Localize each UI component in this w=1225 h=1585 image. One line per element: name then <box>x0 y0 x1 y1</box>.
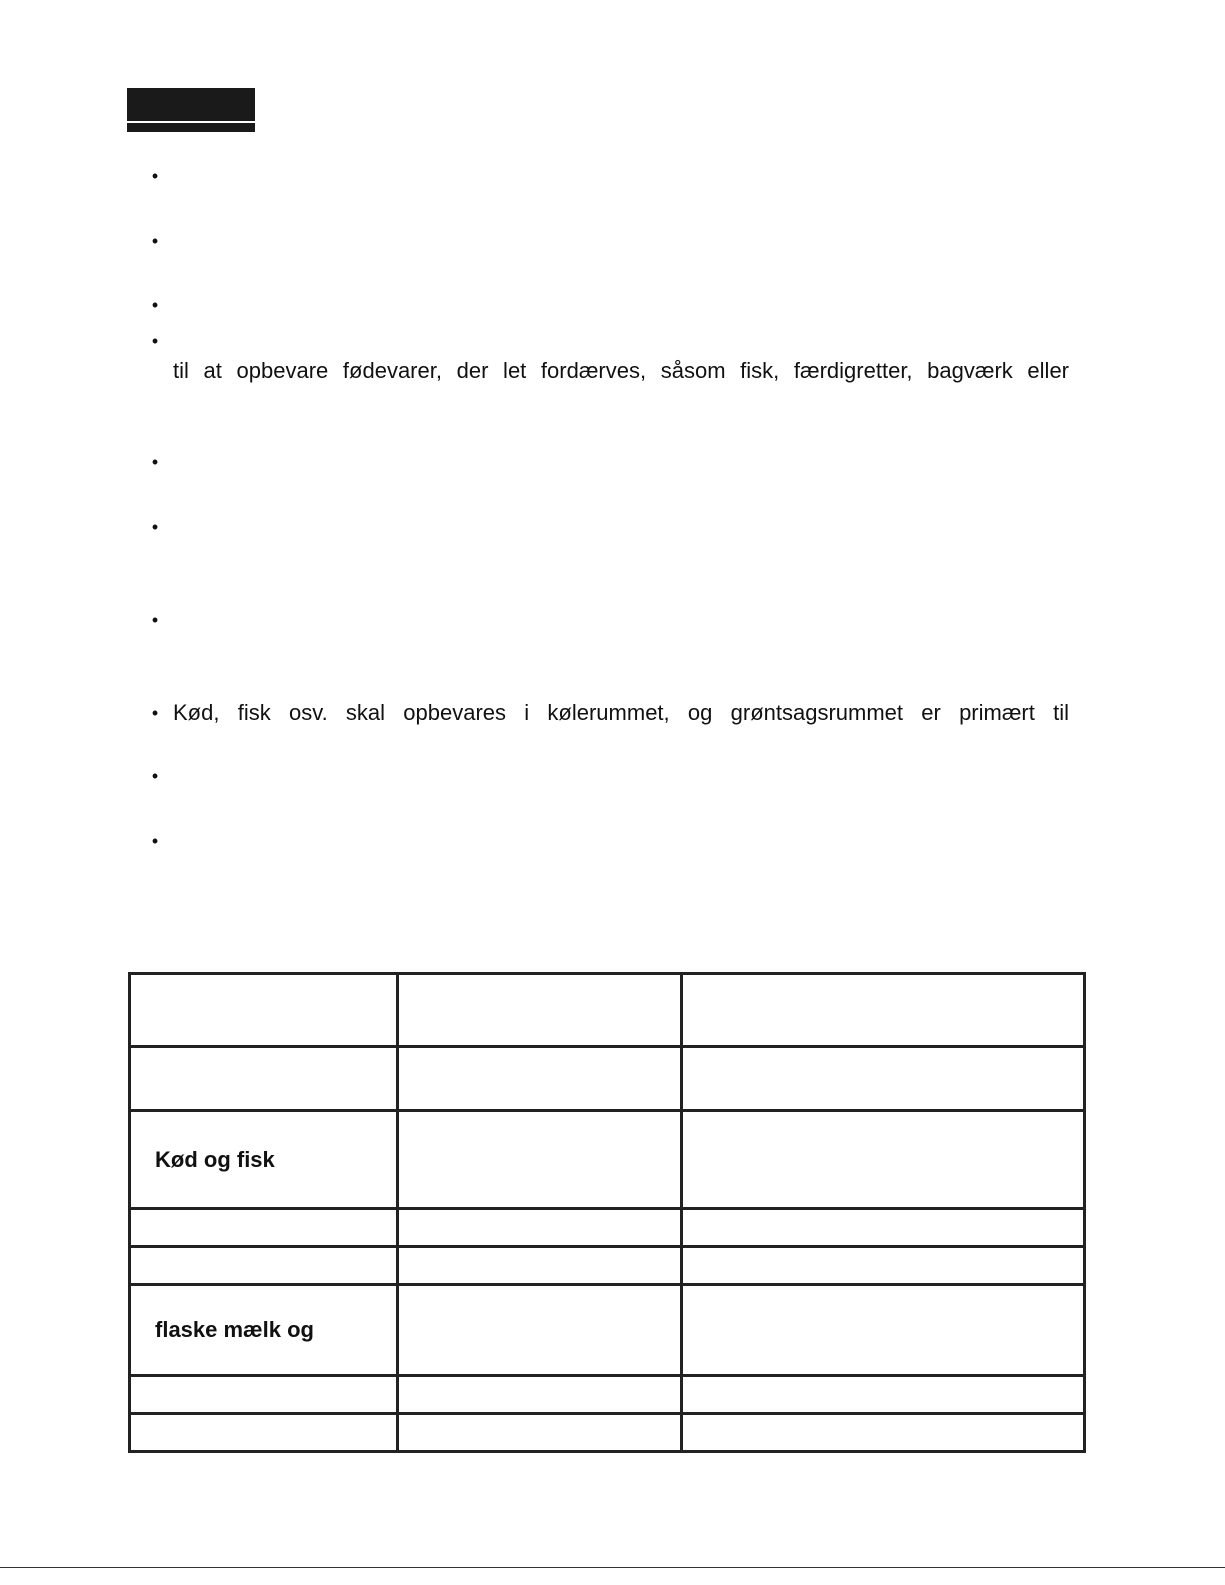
table-row <box>130 1376 1085 1414</box>
table-cell <box>682 974 1085 1047</box>
table-cell <box>682 1376 1085 1414</box>
bullet-text: Kød, fisk osv. skal opbevares i kølerummet, og grøntsagsrummet er primært til <box>173 700 1069 725</box>
bullet-text-continuation: til at opbevare fødevarer, der let fordærves, såsom fisk, færdigretter, bagværk eller <box>173 358 1069 383</box>
bullet-marker: • <box>151 831 159 851</box>
table-row <box>130 1414 1085 1452</box>
table-row <box>130 1209 1085 1247</box>
table-cell <box>130 1209 398 1247</box>
bullet-marker: • <box>151 231 159 251</box>
table-cell <box>398 1111 682 1209</box>
page-bottom-rule <box>0 1567 1225 1568</box>
table-cell <box>398 1047 682 1111</box>
bullet-marker: • <box>151 452 159 472</box>
table-cell: Kød og fisk <box>130 1111 398 1209</box>
bullet-marker: • <box>151 517 159 537</box>
table-cell <box>130 974 398 1047</box>
table-row <box>130 1285 1085 1376</box>
heading-underline <box>127 121 255 123</box>
table-row <box>130 1247 1085 1285</box>
bullet-marker: • <box>151 610 159 630</box>
table-cell <box>682 1285 1085 1376</box>
table-cell <box>398 1285 682 1376</box>
table-cell: flaske mælk og <box>130 1285 398 1376</box>
storage-table <box>128 972 1086 1453</box>
table-cell <box>682 1209 1085 1247</box>
bullet-marker: • <box>151 331 159 351</box>
table-cell <box>682 1247 1085 1285</box>
table-cell <box>130 1376 398 1414</box>
bullet-marker: • <box>151 703 159 723</box>
table-cell <box>398 1414 682 1452</box>
table-cell <box>130 1247 398 1285</box>
table-row <box>130 1111 1085 1209</box>
table-row <box>130 974 1085 1047</box>
table-cell <box>682 1111 1085 1209</box>
table-cell <box>682 1414 1085 1452</box>
table-cell <box>398 974 682 1047</box>
section-heading-block <box>127 88 255 132</box>
bullet-marker: • <box>151 766 159 786</box>
bullet-marker: • <box>151 166 159 186</box>
bullet-marker: • <box>151 295 159 315</box>
table-cell <box>130 1414 398 1452</box>
table-row <box>130 1047 1085 1111</box>
table-cell <box>398 1209 682 1247</box>
table-cell <box>398 1376 682 1414</box>
table-cell <box>398 1247 682 1285</box>
table-cell <box>682 1047 1085 1111</box>
table-cell <box>130 1047 398 1111</box>
